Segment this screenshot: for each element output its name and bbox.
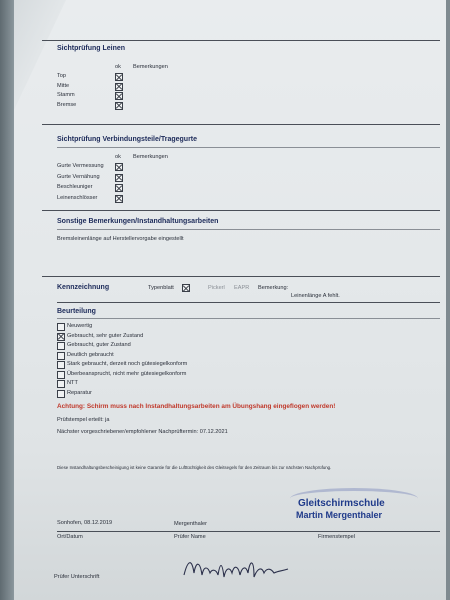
divider <box>42 210 440 211</box>
leine-label: Stamm <box>57 92 75 98</box>
section-title-kennzeichnung: Kennzeichnung <box>57 284 110 291</box>
pruefer-unterschrift-label: Prüfer Unterschrift <box>54 574 100 580</box>
beurteilung-option-label: Reparatur <box>67 389 92 396</box>
beurteilung-checkbox[interactable] <box>57 352 65 360</box>
typenblatt-checkbox[interactable] <box>182 284 190 292</box>
beurteilung-checkbox[interactable] <box>57 390 65 398</box>
pruefer-name-value: Mergenthaler <box>174 521 207 527</box>
beurteilung-checkbox[interactable] <box>57 371 65 379</box>
section-title-leinen: Sichtprüfung Leinen <box>57 45 126 52</box>
ok-checkbox[interactable] <box>115 184 123 192</box>
beurteilung-option-label: Überbeansprucht, nicht mehr gütesiegelkonform <box>67 370 187 377</box>
beurteilung-checkbox[interactable] <box>57 333 65 341</box>
leine-label: Bremse <box>57 101 77 108</box>
beurteilung-option-label: Stark gebraucht, derzeit noch gütesiegelkonform <box>67 361 188 367</box>
divider <box>57 229 440 230</box>
beurteilung-checkbox[interactable] <box>57 361 65 369</box>
pickerl-label: Pickerl <box>208 285 225 291</box>
bemerkung-label: Bemerkung: <box>258 285 289 291</box>
warning-text: Achtung: Schirm muss nach Instandhaltungsarbeiten am Übungshang eingeflogen werden! <box>57 403 336 410</box>
verbindung-label: Gurte Vermessung <box>57 163 104 169</box>
ok-checkbox[interactable] <box>115 102 123 110</box>
divider <box>42 124 440 125</box>
background-surface <box>0 0 14 600</box>
sonstige-text: Bremsleinenlänge auf Herstellervorgabe eingestellt <box>57 236 184 242</box>
divider <box>42 276 440 277</box>
divider <box>57 318 440 319</box>
signature-line <box>57 531 440 532</box>
disclaimer-text: Diese Instandhaltungsbescheinigung ist keine Garantie für die Lufttüchtigkeit des Gleitsegels für den Zeitraum bis zur nächsten Nachprüfung. <box>57 465 332 470</box>
beurteilung-option-label: Deutlich gebraucht <box>67 351 114 358</box>
beurteilung-checkbox[interactable] <box>57 380 65 388</box>
col-ok-header: ok <box>115 154 121 160</box>
beurteilung-checkbox[interactable] <box>57 323 65 331</box>
verbindung-label: Leinenschlösser <box>57 194 98 201</box>
divider <box>57 302 440 303</box>
col-remarks-header: Bemerkungen <box>133 64 168 70</box>
pruefer-name-label: Prüfer Name <box>174 534 206 540</box>
col-ok-header: ok <box>115 64 121 70</box>
eapr-label: EAPR <box>234 285 250 291</box>
naechster-termin-text: Nächster vorgeschriebener/empfohlener Nachprüftermin: 07.12.2021 <box>57 429 228 435</box>
beurteilung-option-label: Gebraucht, sehr guter Zustand <box>67 332 144 339</box>
handwritten-signature <box>182 553 292 583</box>
logo-line1: Gleitschirmschule <box>298 498 385 509</box>
maintenance-certificate-page <box>14 0 446 600</box>
leine-label: Top <box>57 73 67 79</box>
col-remarks-header: Bemerkungen <box>133 154 168 160</box>
verbindung-label: Gurte Vernähung <box>57 173 100 180</box>
beurteilung-option-label: Gebraucht, guter Zustand <box>67 342 131 348</box>
leine-label: Mitte <box>57 82 70 89</box>
bemerkung-value: Leinenlänge A fehlt. <box>291 293 340 299</box>
beurteilung-option-label: NTT <box>67 380 78 386</box>
ok-checkbox[interactable] <box>115 163 123 171</box>
ok-checkbox[interactable] <box>115 92 123 100</box>
logo-line2: Martin Mergenthaler <box>296 510 383 520</box>
ok-checkbox[interactable] <box>115 174 123 182</box>
school-logo <box>282 488 432 532</box>
ok-checkbox[interactable] <box>115 195 123 203</box>
ok-checkbox[interactable] <box>115 73 123 81</box>
section-title-verbindung: Sichtprüfung Verbindungsteile/Tragegurte <box>57 136 198 143</box>
pruefstempel-text: Prüfstempel erteilt: ja <box>57 417 110 423</box>
section-title-sonstige: Sonstige Bemerkungen/Instandhaltungsarbeiten <box>57 218 219 225</box>
section-title-beurteilung: Beurteilung <box>57 308 96 315</box>
divider <box>57 147 440 148</box>
firmenstempel-label: Firmenstempel <box>318 534 355 540</box>
ok-checkbox[interactable] <box>115 83 123 91</box>
verbindung-label: Beschleuniger <box>57 184 93 190</box>
typenblatt-label: Typenblatt <box>148 285 174 291</box>
ort-datum-label: Ort/Datum <box>57 534 83 540</box>
divider <box>42 40 440 41</box>
beurteilung-option-label: Neuwertig <box>67 323 93 329</box>
ort-datum-value: Sonhofen, 08.12.2019 <box>57 520 113 526</box>
beurteilung-checkbox[interactable] <box>57 342 65 350</box>
